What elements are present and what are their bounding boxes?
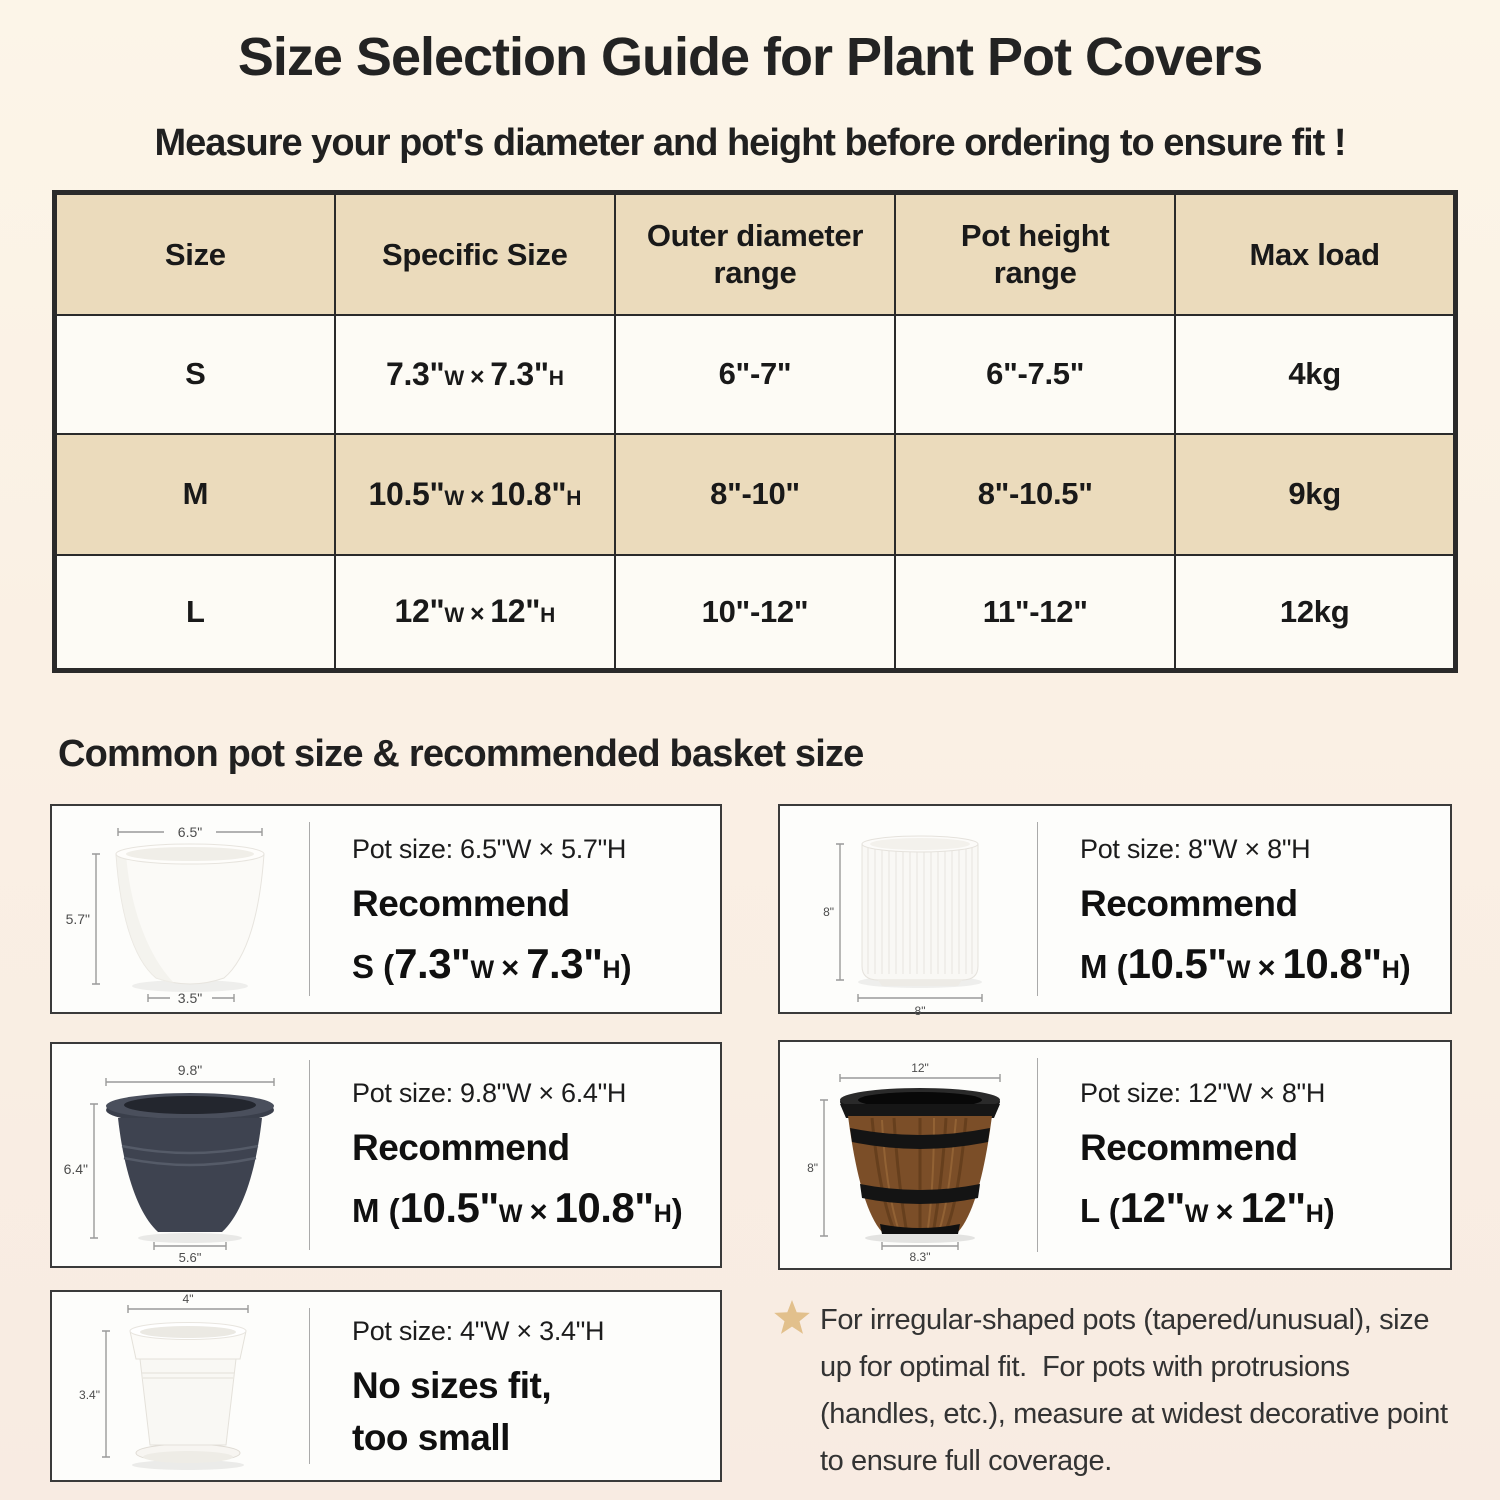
table-row-m [55, 434, 1456, 555]
card-divider [309, 1308, 310, 1464]
size-guide-table [52, 190, 1458, 673]
pot-illustration-round-white [66, 816, 324, 1006]
pot-card-barrel [778, 1040, 1452, 1270]
rec-times: × [1257, 950, 1276, 985]
header-line: Size [164, 236, 226, 272]
pot-size-text: Pot size: 9.8"W × 6.4"H [352, 1078, 627, 1108]
table-row-l [55, 555, 1456, 671]
rec-suffix: ) [1323, 1192, 1335, 1229]
rec-height-unit: H [1381, 956, 1400, 984]
pot-size-text: Pot size: 6.5"W × 5.7"H [352, 834, 627, 864]
rec-height: 12" [1240, 1184, 1306, 1231]
spec-times: × [469, 600, 485, 629]
rec-width-unit: W [470, 956, 495, 984]
no-fit-line-1: No sizes fit, [352, 1365, 552, 1406]
pot-illustration-ribbed-white [794, 816, 1052, 1018]
rec-width-unit: W [1184, 1200, 1209, 1228]
measurement-label: 9.8" [177, 1062, 203, 1078]
pot-size-text: Pot size: 4"W × 3.4"H [352, 1316, 605, 1346]
header-line: range [993, 255, 1077, 291]
rec-width-unit: W [498, 1200, 523, 1228]
measurement-label: 5.7" [65, 911, 90, 927]
measurement-label: 4" [182, 1292, 194, 1306]
measurement-label: 6.4" [63, 1161, 88, 1177]
table-row-s [55, 315, 1456, 434]
spec-unit: H [540, 604, 556, 628]
no-fit-line-2: too small [352, 1417, 510, 1458]
recommend-size [352, 1182, 708, 1244]
spec-unit: W [444, 486, 464, 510]
measurement-label: 3.5" [177, 990, 203, 1006]
rec-height-unit: H [653, 1200, 672, 1228]
cell-size: M [55, 434, 335, 555]
header-cell-max-load [1175, 193, 1455, 315]
rec-prefix: L ( [1080, 1192, 1120, 1229]
pot-card-tiny-white [50, 1290, 722, 1482]
cell-size: S [55, 315, 335, 434]
rec-prefix: M ( [352, 1192, 400, 1229]
header-line: Specific Size [381, 236, 568, 272]
spec-number: 12" [394, 593, 445, 630]
cell-size: L [55, 555, 335, 671]
header-line: Outer diameter [646, 218, 864, 254]
rec-width: 12" [1119, 1184, 1185, 1231]
header-cell-size [55, 193, 335, 315]
page-title: Size Selection Guide for Plant Pot Covers [237, 27, 1263, 87]
cell-max-load: 4kg [1175, 315, 1455, 434]
pot-size-text: Pot size: 8"W × 8"H [1080, 834, 1311, 864]
header-cell-outer-diameter [615, 193, 895, 315]
recommend-size [1080, 938, 1438, 1000]
card-divider [309, 822, 310, 996]
star-icon [772, 1298, 812, 1338]
cell-max-load: 9kg [1175, 434, 1455, 555]
card-divider [309, 1060, 310, 1250]
header-cell-specific-size [335, 193, 615, 315]
spec-number: 7.3" [385, 355, 445, 392]
pot-card-dark-charcoal [50, 1042, 722, 1268]
spec-unit: W [444, 366, 464, 390]
cell-max-load: 12kg [1175, 555, 1455, 671]
spec-number: 7.3" [490, 355, 549, 392]
rec-suffix: ) [671, 1192, 683, 1229]
rec-width-unit: W [1226, 956, 1251, 984]
cell-pot-height: 6"-7.5" [895, 315, 1175, 434]
recommend-label: Recommend [352, 883, 570, 924]
spec-unit: H [566, 486, 582, 510]
cell-outer-diameter: 6"-7" [615, 315, 895, 434]
cell-outer-diameter: 10"-12" [615, 555, 895, 671]
rec-width: 10.5" [1127, 940, 1227, 987]
measurement-label: 5.6" [178, 1250, 202, 1265]
rec-prefix: M ( [1080, 948, 1128, 985]
spec-times: × [469, 362, 485, 391]
spec-times: × [469, 482, 485, 511]
recommend-label: Recommend [1080, 883, 1298, 924]
note-text: For irregular-shaped pots (tapered/unusual), size up for optimal fit. For pots with protrusions (handles, etc.), measure at widest decorative point to ensure full coverage. [820, 1304, 1448, 1477]
pot-illustration-tiny-white [66, 1293, 324, 1483]
spec-unit: H [548, 366, 564, 390]
measurement-label: 8" [807, 1161, 818, 1175]
header-line: range [713, 255, 797, 291]
cell-pot-height: 8"-10.5" [895, 434, 1175, 555]
recommend-size [352, 938, 708, 1000]
rec-prefix: S ( [352, 948, 395, 985]
rec-suffix: ) [620, 948, 632, 985]
measurement-label: 12" [911, 1061, 929, 1075]
rec-width: 7.3" [394, 940, 471, 987]
recommend-label: Recommend [1080, 1127, 1298, 1168]
spec-number: 10.5" [368, 475, 445, 512]
card-divider [1037, 822, 1038, 996]
cell-specific-size [335, 434, 615, 555]
rec-height: 10.8" [1282, 940, 1382, 987]
rec-suffix: ) [1399, 948, 1411, 985]
rec-times: × [501, 950, 520, 985]
pot-card-ribbed-white [778, 804, 1452, 1018]
page-subtitle: Measure your pot's diameter and height before ordering to ensure fit ! [154, 122, 1346, 164]
cell-specific-size [335, 555, 615, 671]
rec-height-unit: H [1305, 1200, 1324, 1228]
rec-height: 7.3" [526, 940, 603, 987]
card-divider [1037, 1058, 1038, 1252]
pot-illustration-dark-charcoal [63, 1062, 324, 1265]
rec-times: × [1215, 1194, 1234, 1229]
spec-unit: W [444, 604, 464, 628]
spec-number: 12" [490, 593, 541, 630]
measurement-label: 3.4" [79, 1388, 100, 1402]
header-cell-pot-height [895, 193, 1175, 315]
pot-illustration-barrel [794, 1061, 1052, 1264]
rec-height: 10.8" [554, 1184, 654, 1231]
pot-card-small-white [50, 804, 722, 1014]
header-line: Pot height [960, 218, 1110, 254]
measurement-label: 8" [823, 905, 834, 919]
recommend-size [1080, 1182, 1438, 1244]
measurement-label: 8" [914, 1004, 926, 1018]
pot-size-text: Pot size: 12"W × 8"H [1080, 1078, 1326, 1108]
rec-height-unit: H [602, 956, 621, 984]
header-line: Max load [1249, 236, 1380, 272]
rec-width: 10.5" [399, 1184, 499, 1231]
table-header-row [55, 193, 1456, 315]
spec-number: 10.8" [490, 475, 567, 512]
cell-specific-size [335, 315, 615, 434]
cell-pot-height: 11"-12" [895, 555, 1175, 671]
recommend-label: Recommend [352, 1127, 570, 1168]
measurement-label: 6.5" [177, 824, 203, 840]
measurement-label: 8.3" [909, 1250, 931, 1264]
cell-outer-diameter: 8"-10" [615, 434, 895, 555]
section-title: Common pot size & recommended basket size [58, 733, 864, 775]
rec-times: × [529, 1194, 548, 1229]
